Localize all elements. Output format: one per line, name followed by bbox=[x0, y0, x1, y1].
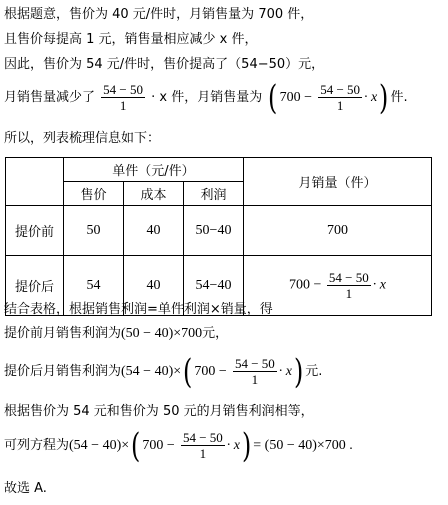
text-line-4 bbox=[4, 77, 408, 118]
table-profit-header: 利润 bbox=[184, 182, 244, 206]
right-paren-icon: ) bbox=[242, 425, 252, 466]
left-paren-icon: ( bbox=[183, 351, 193, 392]
row-label: 提价前 bbox=[6, 206, 64, 256]
line10-text-e: = (50 − 40)×700 . bbox=[253, 438, 353, 453]
fraction bbox=[318, 82, 362, 113]
fraction-denominator: 1 bbox=[199, 446, 207, 461]
cell-price: 50 bbox=[64, 206, 124, 256]
line4-text-d: · x bbox=[364, 90, 378, 105]
line10-text-c: 700 − bbox=[142, 438, 175, 453]
fraction-numerator: 54 − 50 bbox=[103, 82, 143, 97]
right-paren-icon: ) bbox=[379, 77, 389, 118]
cell-price: 54 bbox=[64, 256, 124, 316]
line10-text-b: (54 − 40)× bbox=[69, 438, 130, 453]
text-line-10 bbox=[4, 426, 353, 466]
line8-text-e: 元. bbox=[305, 364, 323, 379]
fraction-denominator: 1 bbox=[345, 286, 353, 301]
line10-text-d: · x bbox=[226, 438, 241, 453]
text-line-9: 根据售价为 54 元和售价为 50 元的月销售利润相等， bbox=[4, 404, 314, 419]
text-line-11: 故选 A. bbox=[4, 481, 47, 496]
fraction-denominator: 1 bbox=[251, 372, 259, 387]
line4-text-a: 月销售量减少了 bbox=[4, 90, 96, 105]
left-paren-icon: ( bbox=[131, 425, 141, 466]
row-label: 提价后 bbox=[6, 256, 64, 316]
line7-text-a: 提价前月销售利润为 bbox=[4, 326, 122, 341]
fraction bbox=[181, 430, 225, 461]
cell-cost: 40 bbox=[124, 256, 184, 316]
fraction bbox=[327, 270, 371, 301]
line8-text-d: · x bbox=[278, 364, 293, 379]
line8-text-a: 提价后月销售利润为 bbox=[4, 364, 122, 379]
line7-text-c: 元， bbox=[202, 326, 229, 341]
line7-text-b: (50 − 40)×700 bbox=[121, 326, 203, 341]
fraction-numerator: 54 − 50 bbox=[328, 270, 369, 285]
line8-text-b: (54 − 40)× bbox=[121, 364, 182, 379]
line8-text-c: 700 − bbox=[194, 364, 227, 379]
text-line-2: 且售价每提高 1 元，销售量相应减少 x 件， bbox=[4, 32, 258, 47]
cell-profit: 54−40 bbox=[184, 256, 244, 316]
line10-text-a: 可列方程为 bbox=[4, 438, 70, 453]
text-line-3: 因此，售价为 54 元/件时，售价提高了（54−50）元， bbox=[4, 57, 325, 72]
fraction-numerator: 54 − 50 bbox=[182, 430, 223, 445]
table-price-header: 售价 bbox=[64, 182, 124, 206]
text-line-7 bbox=[4, 325, 228, 343]
cell-volume-b: · x bbox=[372, 277, 386, 293]
table-group-header: 单件（元/件） bbox=[64, 158, 244, 182]
info-table bbox=[5, 157, 432, 316]
table-corner-cell bbox=[6, 158, 64, 206]
right-paren-icon: ) bbox=[294, 351, 304, 392]
text-line-5: 所以，列表梳理信息如下： bbox=[4, 131, 161, 146]
cell-volume-a: 700 − bbox=[289, 277, 322, 293]
fraction bbox=[101, 82, 145, 113]
fraction-denominator: 1 bbox=[119, 98, 127, 113]
fraction-numerator: 54 − 50 bbox=[234, 356, 275, 371]
line4-text-b: · x 件，月销售量为 bbox=[151, 90, 263, 105]
cell-cost: 40 bbox=[124, 206, 184, 256]
line4-text-c: 700 − bbox=[279, 90, 313, 105]
fraction bbox=[233, 356, 277, 387]
table-volume-header: 月销量（件） bbox=[244, 158, 432, 206]
text-line-8 bbox=[4, 352, 322, 392]
cell-profit: 50−40 bbox=[184, 206, 244, 256]
table-row bbox=[6, 206, 432, 256]
text-line-1: 根据题意，售价为 40 元/件时，月销售量为 700 件， bbox=[4, 7, 314, 22]
table-cost-header: 成本 bbox=[124, 182, 184, 206]
line4-text-e: 件. bbox=[390, 90, 408, 105]
cell-volume: 700 bbox=[244, 206, 432, 256]
left-paren-icon: ( bbox=[268, 77, 278, 118]
fraction-denominator: 1 bbox=[336, 98, 344, 113]
text-line-6: 结合表格，根据销售利润=单件利润×销量，得 bbox=[4, 302, 273, 317]
fraction-numerator: 54 − 50 bbox=[320, 82, 361, 97]
